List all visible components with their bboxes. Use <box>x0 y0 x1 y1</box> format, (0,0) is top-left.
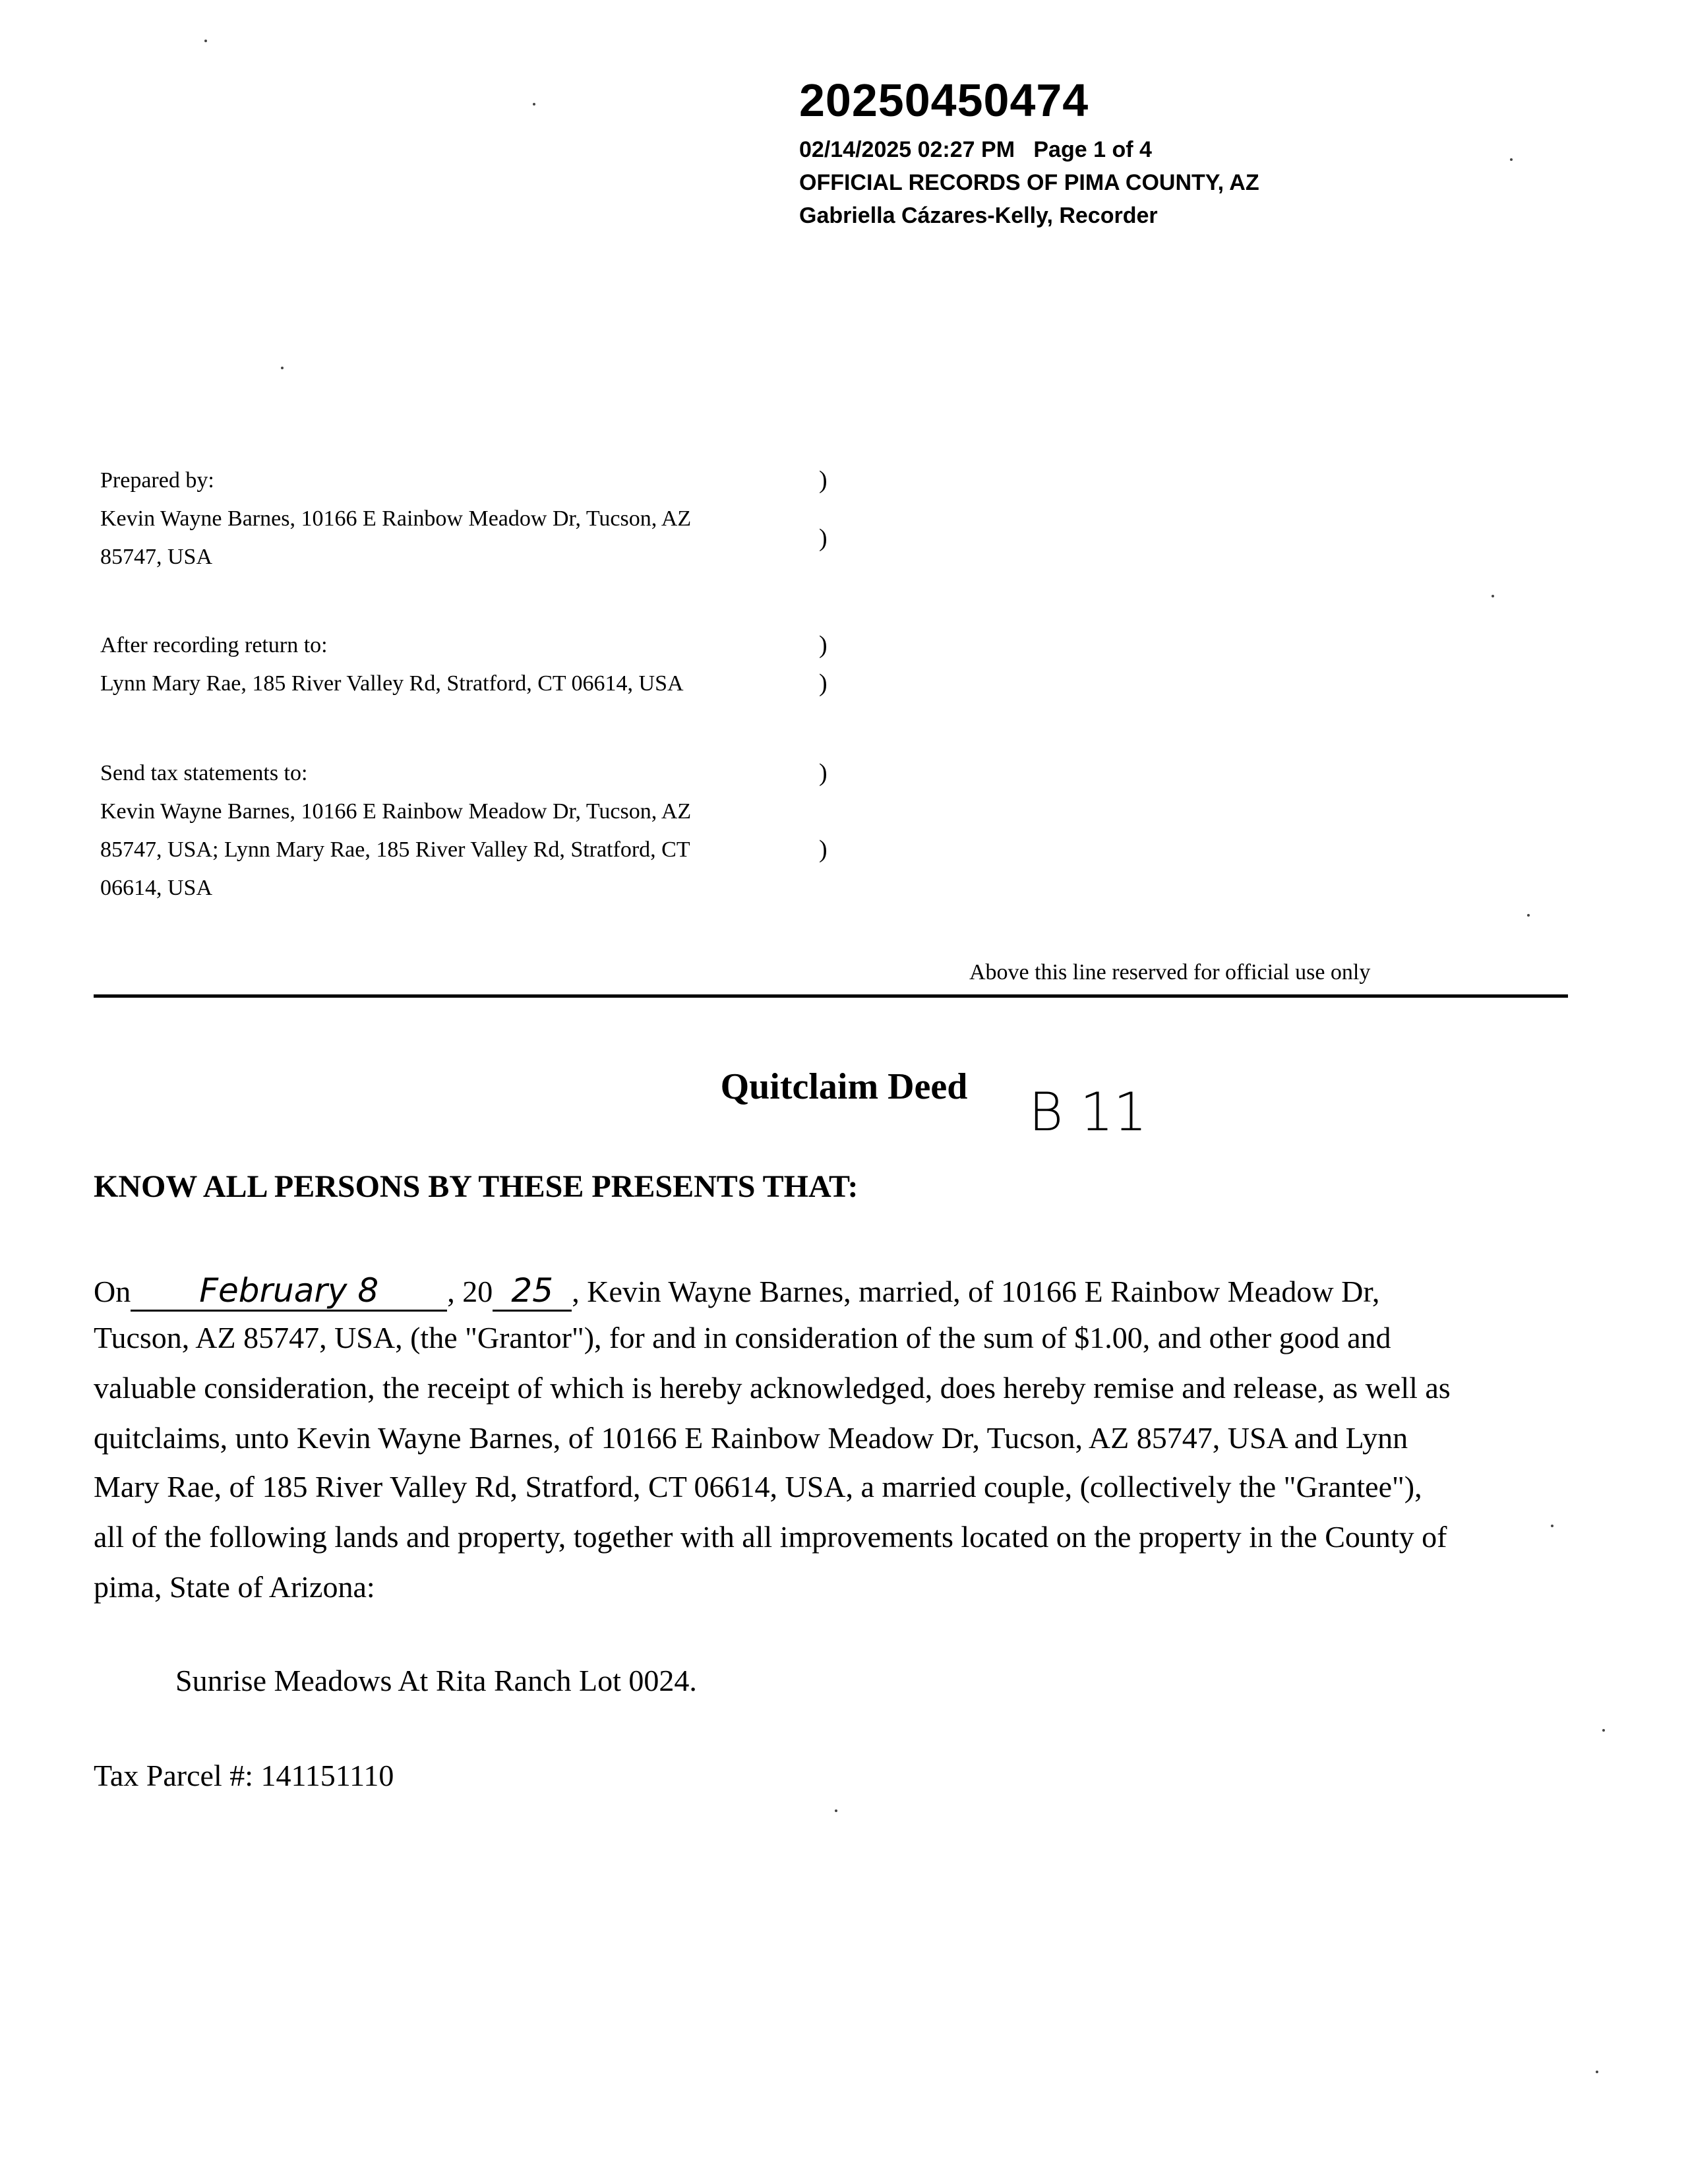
scan-speck <box>835 1809 837 1812</box>
recording-number: 20250450474 <box>799 75 1089 126</box>
tax-statements-line3: 06614, USA <box>100 876 213 900</box>
return-to-label: After recording return to: <box>100 633 328 657</box>
scan-speck <box>1596 2071 1598 2073</box>
body-line-3: valuable consideration, the receipt of which is hereby acknowledged, does hereby remise and release, as well as <box>94 1371 1451 1405</box>
section-heading: KNOW ALL PERSONS BY THESE PRESENTS THAT: <box>94 1169 859 1204</box>
prepared-by-block <box>100 462 691 576</box>
body-line-5: Mary Rae, of 185 River Valley Rd, Stratford, CT 06614, USA, a married couple, (collectively the "Grantee"), <box>94 1470 1422 1503</box>
body-year-prefix: , 20 <box>447 1275 493 1308</box>
body-line-4: quitclaims, unto Kevin Wayne Barnes, of 10166 E Rainbow Meadow Dr, Tucson, AZ 85747, USA and Lynn <box>94 1421 1408 1455</box>
body-line-7: pima, State of Arizona: <box>94 1570 375 1604</box>
bracket-mark: ) <box>819 524 828 552</box>
recording-datetime-line <box>799 137 1152 163</box>
body-line-1 <box>94 1271 1379 1312</box>
prepared-by-line1: Kevin Wayne Barnes, 10166 E Rainbow Meadow Dr, Tucson, AZ <box>100 506 692 531</box>
scan-speck <box>1527 914 1530 917</box>
tax-parcel: Tax Parcel #: 141151110 <box>94 1759 394 1792</box>
scan-speck <box>1551 1525 1553 1527</box>
body-line-6: all of the following lands and property, together with all improvements located on the property in the County of <box>94 1520 1447 1554</box>
document-title: Quitclaim Deed <box>720 1066 968 1107</box>
bracket-mark: ) <box>819 759 828 787</box>
tax-statements-line1: Kevin Wayne Barnes, 10166 E Rainbow Meadow Dr, Tucson, AZ <box>100 799 692 824</box>
tax-statements-label: Send tax statements to: <box>100 761 308 785</box>
body-on: On <box>94 1275 131 1308</box>
handwritten-date: February 8 <box>131 1271 447 1312</box>
handwritten-mark: B 11 <box>1029 1081 1147 1143</box>
scan-speck <box>1492 595 1494 597</box>
reserved-note: Above this line reserved for official use only <box>969 960 1371 985</box>
recording-office: OFFICIAL RECORDS OF PIMA COUNTY, AZ <box>799 170 1259 195</box>
scan-speck <box>1510 158 1513 161</box>
scan-speck <box>1602 1729 1605 1732</box>
scan-speck <box>533 103 535 106</box>
prepared-by-label: Prepared by: <box>100 468 214 493</box>
recording-recorder: Gabriella Cázares-Kelly, Recorder <box>799 203 1158 228</box>
recording-page-info: Page 1 of 4 <box>1033 137 1152 162</box>
bracket-mark: ) <box>819 466 828 494</box>
return-to-line1: Lynn Mary Rae, 185 River Valley Rd, Stratford, CT 06614, USA <box>100 671 684 696</box>
body-line-2: Tucson, AZ 85747, USA, (the "Grantor"), for and in consideration of the sum of $1.00, and other good and <box>94 1321 1391 1354</box>
tax-statements-line2: 85747, USA; Lynn Mary Rae, 185 River Valley Rd, Stratford, CT <box>100 837 690 862</box>
return-to-block <box>100 626 684 703</box>
prepared-by-line2: 85747, USA <box>100 545 213 569</box>
handwritten-year: 25 <box>493 1271 572 1312</box>
bracket-mark: ) <box>819 669 828 697</box>
tax-statements-block <box>100 754 691 907</box>
bracket-mark: ) <box>819 835 828 863</box>
official-use-divider <box>94 994 1568 998</box>
legal-description: Sunrise Meadows At Rita Ranch Lot 0024. <box>175 1664 697 1697</box>
scan-speck <box>204 40 207 42</box>
scan-speck <box>281 367 284 369</box>
bracket-mark: ) <box>819 631 828 659</box>
recording-datetime: 02/14/2025 02:27 PM <box>799 137 1015 162</box>
body-line1-rest: , Kevin Wayne Barnes, married, of 10166 E Rainbow Meadow Dr, <box>572 1275 1380 1308</box>
